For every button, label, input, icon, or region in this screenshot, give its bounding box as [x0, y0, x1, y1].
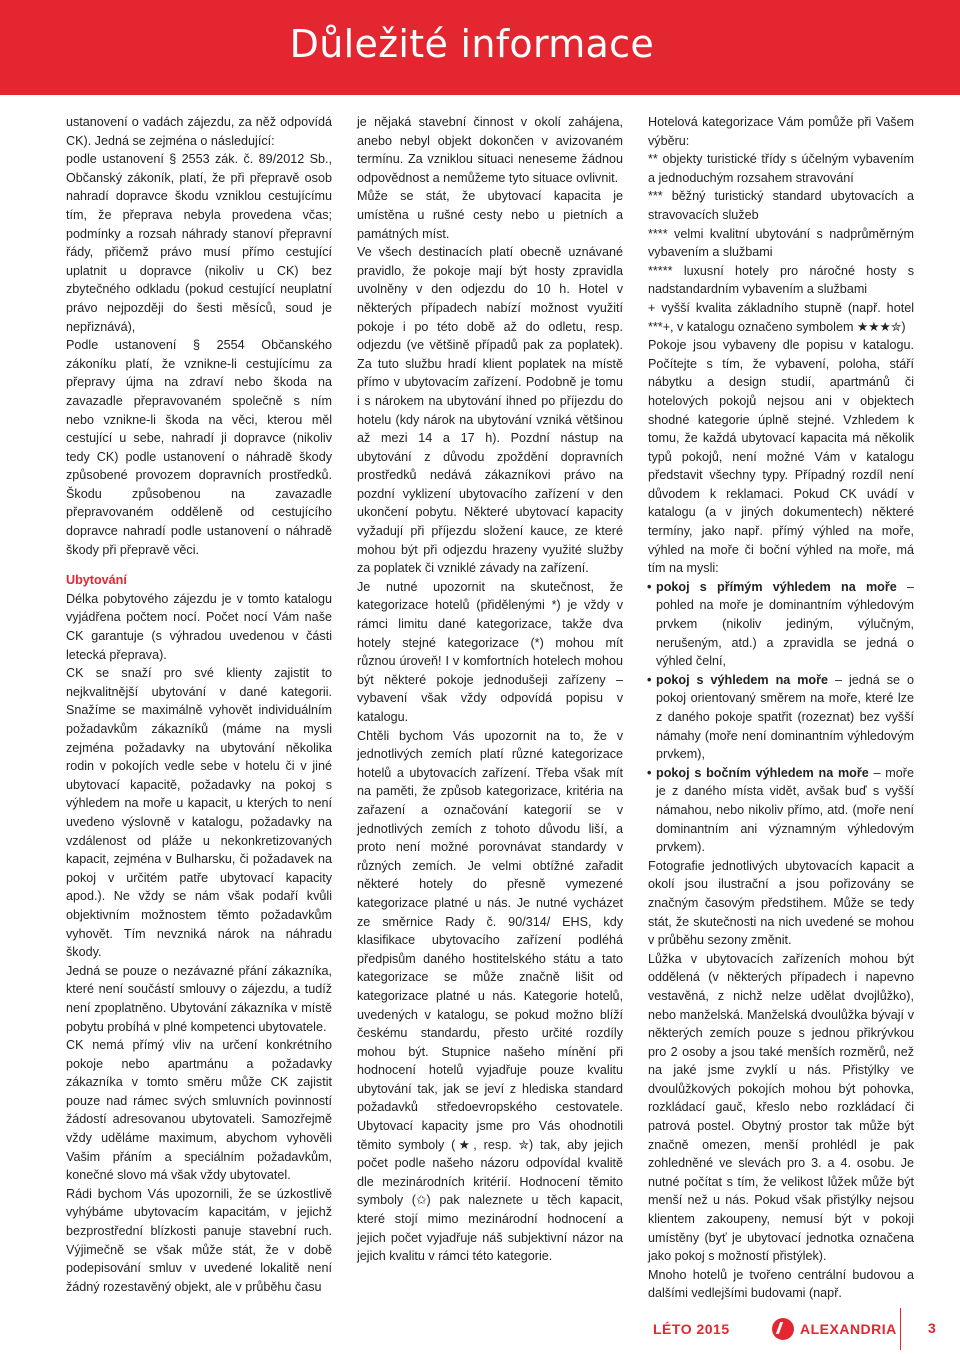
column-2: [357, 113, 623, 1266]
paragraph: podle ustanovení § 2553 zák. č. 89/2012 Sb., Občanský zákoník, platí, že při přepravě osob nahradí dopravce škodu vzniklou cestujícímu tím, že přeprava nebyla provedena včas; podmínky a rozsah náhrady stanoví přepravní řády, přičemž právo musí přímo cestující uplatnit u dopravce (nikoliv u CK) bez zbytečného odkladu (pokud cestující neuplatní právo nejpozději do šesti měsíců, soud je nepřiznává),: [66, 152, 332, 334]
paragraph: Rádi bychom Vás upozornili, že se úzkostlivě vyhýbáme ubytovacím kapacitám, v jejichž bezprostřední blízkosti panuje stavební ruch. Výjimečně se však může stát, že v době podepisování smluv v uvedené lokalitě není žádný rozestavěný objekt, ale v průběhu času: [66, 1186, 332, 1294]
category-line: *** běžný turistický standard ubytovacích a stravovacích služeb: [648, 189, 914, 222]
list-item: [648, 764, 914, 857]
category-line: ** objekty turistické třídy s účelným vybavením a jednoduchým rozsahem stravování: [648, 152, 914, 185]
paragraph: Je nutné upozornit na skutečnost, že kategorizace hotelů (přidělenými *) je vždy v rámci limitu dané kategorizace, takže dva hotely stejné kategorizace (*) mohou mít různou úroveň! I v komfortních hotelech mohou být některé pokoje jednodušeji zařízeny – vybavení však vždy odpovídá popisu v katalogu.: [357, 579, 623, 724]
paragraph: ustanovení o vadách zájezdu, za něž odpovídá CK). Jedná se zejména o následující:: [66, 115, 332, 148]
paragraph: Lůžka v ubytovacích zařízeních mohou být oddělená (v některých případech i napevno vestavěná, z nichž nelze udělat dvojlůžko), nebo manželská. Manželská dvoulůžka bývají v některých zemích pouze s jednou přikrývkou pro 2 osoby a jsou také menších rozměrů, než na jaké jsme zvyklí u nás. Přistýlky ve dvoulůžkových pokojích mohou být pohovka, rozkládací gauč, křeslo nebo rozkládací či patrová postel. Obytný prostor tak může být značně omezen, menší prohlédl je pak zohledněné ve slevách pro 3. a 4. osobu. Je nutné počítat s tím, že velikost lůžek může být menší než u nás. Pokud však přistýlky nejsou klientem zakoupeny, nemusí být v pokoji umístěny (byť je ubytovací jednotka označena jako pokoj s možností přistýlek).: [648, 951, 914, 1264]
list-item-text: – moře je z daného místa vidět, avšak buď s vyšší námahou, nebo nikoliv přímo, atd. (moře není dominantním ani významným výhledovým prvkem).: [656, 765, 915, 855]
list-item-term: pokoj s bočním výhledem na moře: [656, 765, 869, 780]
header-banner: [0, 0, 960, 95]
view-type-list: [648, 578, 914, 857]
list-item: [648, 578, 914, 671]
paragraph: CK se snaží pro své klienty zajistit to nejkvalitnější ubytování v dané kategorii. Snažíme se maximálně vyhovět individuálním požadavkům zákazníků (máme na mysli zejména požadavky na ubytování několika rodin v pokojích vedle sebe v hotelu či v jiné ubytovací kapacitě, požadavky na pokoj s výhledem na moře u kapacit, u kterých to není uvedeno výslovně v katalogu, požadavky na vzdálenost od pláže u nekonkretizovaných kapacit, zejména v Bulharsku, či požadavek na pokoj v určitém patře ubytovací kapacity apod.). Ne vždy se nám však podaří kvůli objektivním možnostem těmto požadavkům vyhovět. Tím nevzniká nárok na náhradu škody.: [66, 666, 332, 960]
page-number: 3: [928, 1320, 936, 1336]
paragraph: Pokoje jsou vybaveny dle popisu v katalogu. Počítejte s tím, že vybavení, poloha, stáří nábytku a design studií, apartmánů či hotelových pokojů nejsou ani v objektech shodné kategorie úplně stejné. Vzhledem k tomu, že každá ubytovací kapacita má několik typů pokojů, není možné Vám v katalogu představit všechny typy. Případný rozdíl není důvodem k reklamaci. Pokud CK uvádí v katalogu (a v jiných dokumentech) některé termíny, jako např. přímý výhled na moře, výhled na moře či boční výhled na moře, má tím na mysli:: [648, 338, 914, 576]
paragraph: Mnoho hotelů je tvořeno centrální budovou a dalšími vedlejšími budovami (např.: [648, 1267, 914, 1301]
brand-name: ALEXANDRIA: [800, 1321, 897, 1337]
season-label: LÉTO 2015: [653, 1321, 730, 1337]
list-item: [648, 671, 914, 764]
column-3: [648, 113, 914, 1303]
category-line: ***** luxusní hotely pro náročné hosty s nadstandardním vybavením a službami: [648, 263, 914, 297]
paragraph: Jedná se pouze o nezávazné přání zákazníka, které není součástí smlouvy o zájezdu, a tudíž není zpoplatněno. Ubytování zákazníka v místě pobytu probíhá v plné kompetenci ubytovatele.: [66, 963, 332, 1034]
paragraph: Ve všech destinacích platí obecně uznávané pravidlo, že pokoje mají být hosty zpravidla uvolněny v den odjezdu do 10 h. Hotel v některých případech nabízí možnost využití pokoje i po této době až do odletu, resp. odjezdu (ve většině případů pak za poplatek). Za tuto službu hradí klient poplatek na místě přímo v ubytovacím zařízení. Podobně je tomu i s nárokem na ubytování ihned po příjezdu do hotelu (kdy nárok na ubytování vzniká většinou až mezi 14 a 17 h). Pozdní nástup na ubytování z důvodu zpoždění dopravních prostředků nedává zákazníkovi právo na pozdní vyklizení ubytovacího zařízení v den ukončení pobytu. Některé ubytovací kapacity vyžadují při příjezdu složení kauce, ze které mohou být při odjezdu hrazeny využité služby za poplatek či vzniklé závady na zařízení.: [357, 245, 623, 576]
paragraph: je nějaká stavební činnost v okolí zahájena, anebo nebyl objekt dokončen v avizovaném termínu. Za vzniklou situaci neneseme žádnou odpovědnost a nemůžeme tyto situace ovlivnit.: [357, 115, 623, 185]
paragraph: Hotelová kategorizace Vám pomůže při Vašem výběru:: [648, 115, 914, 148]
list-item-term: pokoj s přímým výhledem na moře: [656, 579, 897, 594]
section-title-accommodation: Ubytování: [66, 573, 127, 588]
page-title: Důležité informace: [289, 22, 654, 66]
paragraph: Fotografie jednotlivých ubytovacích kapacit a okolí jsou ilustrační a jsou pořizovány se značným časovým předstihem. Může se tedy stát, že skutečnosti na nich uvedené se mohou v průběhu sezony změnit.: [648, 858, 914, 948]
brand-logo: [772, 1316, 897, 1342]
paragraph: Podle ustanovení § 2554 Občanského zákoníku platí, že vznikne-li cestujícímu za přepravy újma na zdraví nebo škoda na zavazadle přepravovaném společně s ním nebo vznikne-li škoda na věci, kterou měl cestující u sebe, nahradí ji dopravce (nikoliv tedy CK) podle ustanovení o náhradě škody způsobené provozem dopravních prostředků. Škodu způsobenou na zavazadle přepravovaném odděleně od cestujícího dopravce nahradí podle ustanovení o náhradě škody při přepravě věci.: [66, 338, 332, 557]
paragraph: CK nemá přímý vliv na určení konkrétního pokoje nebo apartmánu a požadavky zákazníka v tomto směru může CK zajistit pouze nad rámec svých smluvních povinností žádostí adresovanou ubytovateli. Samozřejmě vždy uděláme maximum, abychom vyhověli Vašim přáním a speciálním požadavkům, konečné slovo má však vždy ubytovatel.: [66, 1038, 332, 1183]
footer: [0, 1300, 960, 1354]
paragraph: Délka pobytového zájezdu je v tomto katalogu vyjádřena počtem nocí. Počet nocí Vám naše CK garantuje (s výhradou uvedenou v části letecká přeprava).: [66, 591, 332, 662]
paragraph: Může se stát, že ubytovací kapacita je umístěna u rušné cesty nebo u pietních a památných míst.: [357, 189, 623, 241]
category-line: + vyšší kvalita základního stupně (např. hotel ***+, v katalogu označeno symbolem ★★★✮): [648, 300, 914, 334]
paragraph: Chtěli bychom Vás upozornit na to, že v jednotlivých zemích platí různé kategorizace hotelů a ubytovacích zařízení. Třeba však mít na paměti, že způsob kategorizace, kritéria na zařazení a označování kategorií se v jednotlivých zemích z tohoto důvodu liší, a proto není možné porovnávat standardy v různých zemích. Je velmi obtížné zařadit některé hotely do přesně vymezené kategorizace platné u nás. Je nutné vycházet ze směrnice Rady č. 90/314/ EHS, kdy klasifikace ubytovacího zařízení podléhá předpisům daného hostitelského státu a tato kategorizace se může značně lišit od kategorizace platné u nás. Kategorie hotelů, uvedených v katalogu, se pokud možno blíží českému standardu, přesto určité rozdíly mohou být. Stupnice našeho mínění při hodnocení hotelů vyjadřuje pouze kvalitu ubytování tak, jak se jeví z hlediska standard požadavků středoevropského cestovatele. Ubytovací kapacity jsme pro Vás ohodnotili těmito symboly (★, resp. ✮) tak, aby jejich počet podle našeho názoru odpovídal kvalitě dle mezinárodních kritérií. Hodnocení těmito symboly (✩) pak naleznete u těch kapacit, které stojí mimo mezinárodní hodnocení a jejich počet vyjadřuje náš subjektivní názor na jejich kvalitu v rámci této kategorie.: [357, 728, 623, 1264]
category-line: **** velmi kvalitní ubytování s nadprůměrným vybavením a službami: [648, 226, 914, 260]
footer-divider: [900, 1308, 901, 1350]
alexandria-logo-icon: [772, 1318, 794, 1340]
list-item-text: – pohled na moře je dominantním výhledovým prvkem (nikoliv jediným, výlučným, nerušeným, atd.) a zpravidla se jedná o výhled čelní,: [656, 579, 914, 669]
column-1: [66, 113, 332, 1296]
list-item-text: – jedná se o pokoj orientovaný směrem na moře, které lze z daného pokoje spatřit (rozeznat) bez vyšší námahy (moře není dominantním výhledovým prvkem),: [656, 672, 914, 762]
list-item-term: pokoj s výhledem na moře: [656, 672, 829, 687]
